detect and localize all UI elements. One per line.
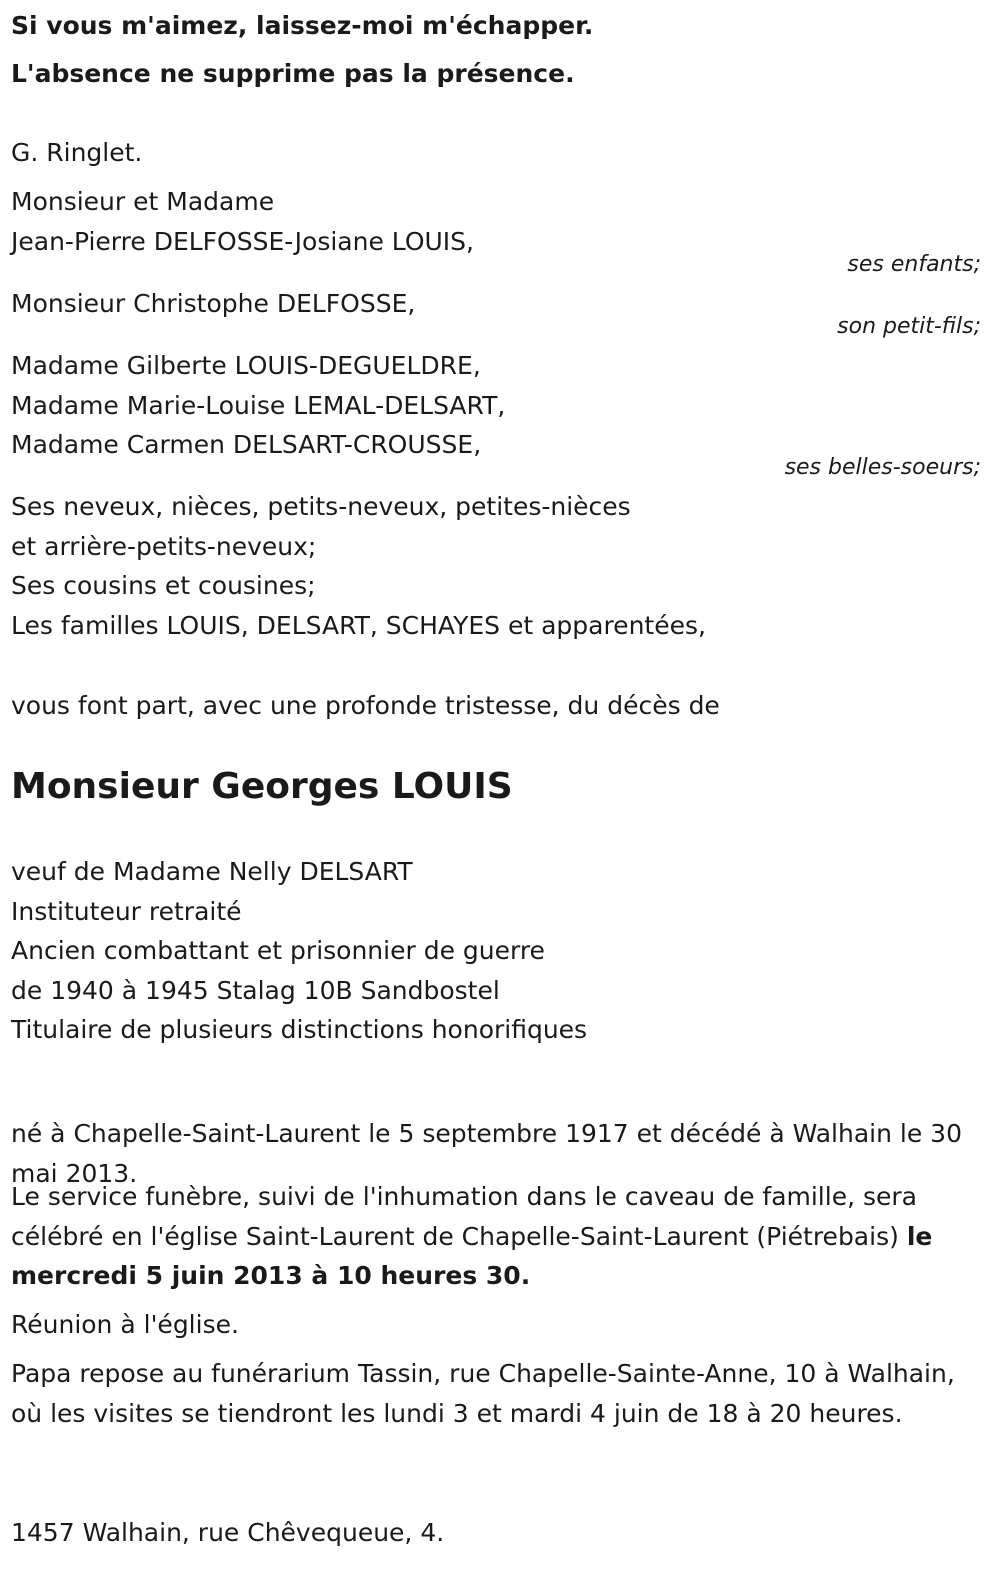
relatives-line-4: Les familles LOUIS, DELSART, SCHAYES et apparentées, bbox=[11, 611, 706, 640]
rest-paragraph: Papa repose au funérarium Tassin, rue Chapelle-Sainte-Anne, 10 à Walhain, où les visites se tiendront les lundi 3 et mardi 4 juin de 18 à 20 heures. bbox=[11, 1359, 955, 1428]
sister-in-law-1: Madame Gilberte LOUIS-DEGUELDRE, bbox=[11, 351, 481, 380]
epigraph-author: G. Ringlet. bbox=[11, 138, 143, 167]
deceased-detail-4: de 1940 à 1945 Stalag 10B Sandbostel bbox=[11, 976, 500, 1005]
address-line: 1457 Walhain, rue Chêvequeue, 4. bbox=[11, 1518, 445, 1547]
epigraph-line-2: L'absence ne supprime pas la présence. bbox=[11, 59, 575, 88]
deceased-detail-1: veuf de Madame Nelly DELSART bbox=[11, 857, 413, 886]
grandson-role: son petit-fils; bbox=[837, 314, 981, 339]
service-text: Le service funèbre, suivi de l'inhumation dans le caveau de famille, sera célébré en l'église Saint-Laurent de Chapelle-Saint-Laurent (Piétrebais) bbox=[11, 1182, 917, 1251]
sister-in-law-3: Madame Carmen DELSART-CROUSSE, bbox=[11, 430, 482, 459]
sisters-in-law-role: ses belles-soeurs; bbox=[784, 455, 981, 480]
children-line-1: Monsieur et Madame bbox=[11, 187, 275, 216]
deceased-name: Monsieur Georges LOUIS bbox=[11, 766, 513, 807]
birth-death-paragraph: né à Chapelle-Saint-Laurent le 5 septembre 1917 et décédé à Walhain le 30 mai 2013. bbox=[11, 1119, 962, 1188]
service-date: le mercredi 5 juin 2013 à 10 heures 30. bbox=[11, 1221, 933, 1290]
children-line-2: Jean-Pierre DELFOSSE-Josiane LOUIS, bbox=[11, 227, 475, 256]
sister-in-law-2: Madame Marie-Louise LEMAL-DELSART, bbox=[11, 391, 506, 420]
relatives-line-3: Ses cousins et cousines; bbox=[11, 571, 316, 600]
relatives-line-2: et arrière-petits-neveux; bbox=[11, 532, 317, 561]
deceased-detail-2: Instituteur retraité bbox=[11, 897, 242, 926]
children-role: ses enfants; bbox=[847, 252, 981, 277]
deceased-detail-5: Titulaire de plusieurs distinctions honorifiques bbox=[11, 1015, 588, 1044]
meeting-line: Réunion à l'église. bbox=[11, 1310, 239, 1339]
service-paragraph bbox=[11, 1177, 986, 1296]
relatives-line-1: Ses neveux, nièces, petits-neveux, petites-nièces bbox=[11, 492, 631, 521]
grandson-line: Monsieur Christophe DELFOSSE, bbox=[11, 289, 416, 318]
deceased-detail-3: Ancien combattant et prisonnier de guerre bbox=[11, 936, 545, 965]
announcement-line: vous font part, avec une profonde tristesse, du décès de bbox=[11, 691, 720, 720]
epigraph-line-1: Si vous m'aimez, laissez-moi m'échapper. bbox=[11, 11, 594, 40]
